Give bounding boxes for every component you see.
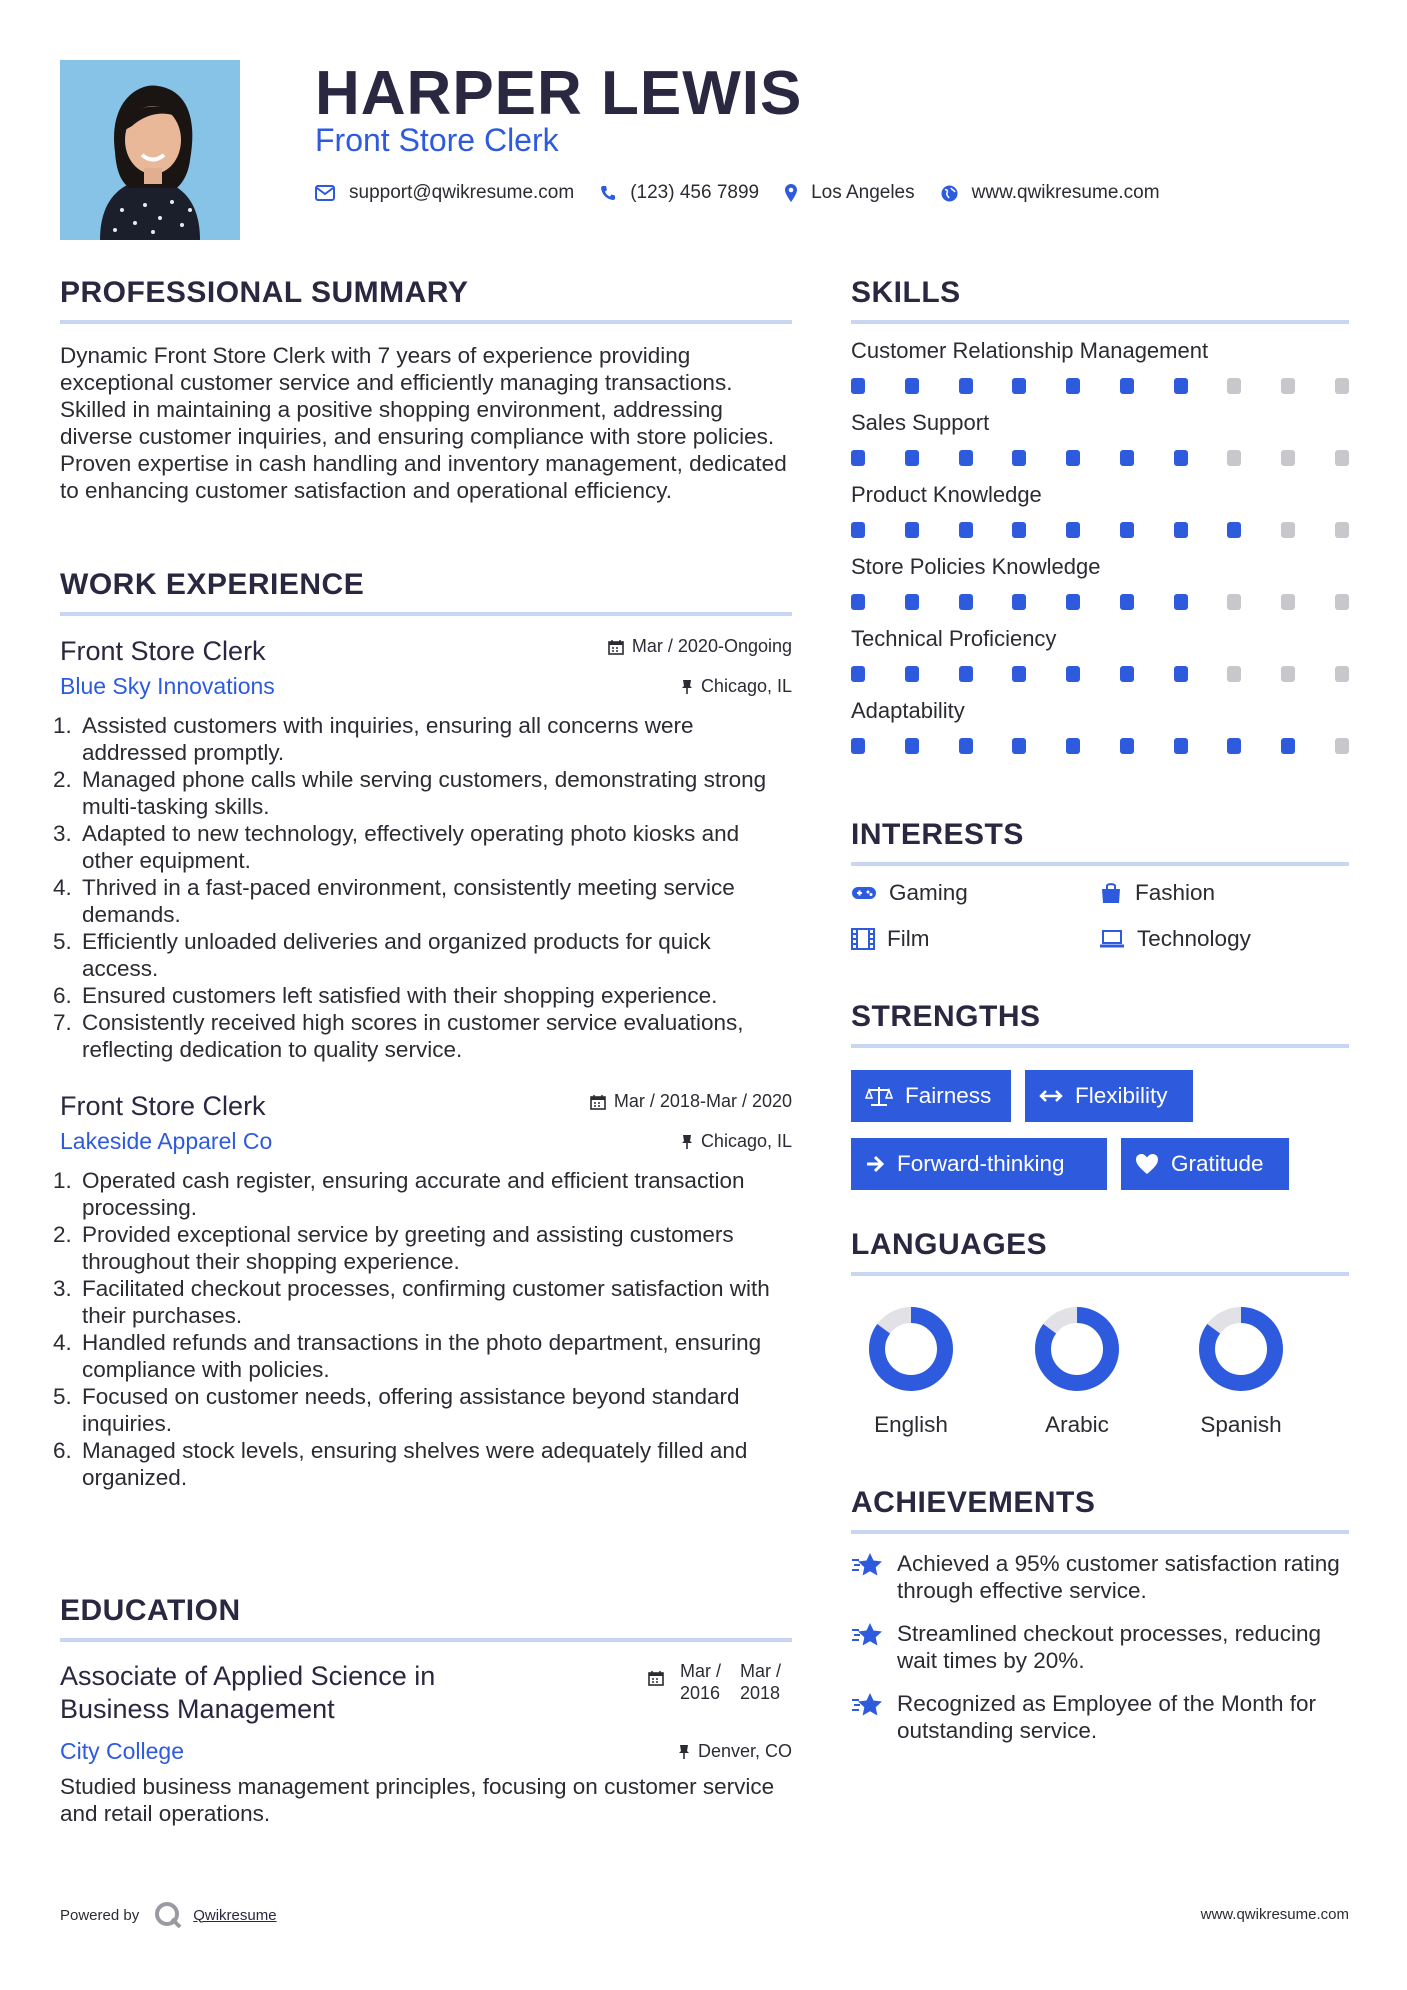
job-dates-text: Mar / 2018-Mar / 2020 — [613, 1091, 792, 1111]
job-entry — [60, 1091, 792, 1491]
website-text: www.qwikresume.com — [971, 182, 1160, 203]
email-text: support@qwikresume.com — [349, 182, 575, 203]
skill-dot-filled — [1012, 738, 1026, 754]
skill-dot-filled — [1066, 666, 1080, 682]
skill-dot-filled — [851, 450, 865, 466]
skill-dot-filled — [1012, 450, 1026, 466]
powered-by-text: Powered by — [60, 1906, 140, 1924]
job-bullet: 4. Thrived in a fast-paced environment, consistently meeting service demands. — [78, 874, 792, 928]
language-name: Spanish — [1200, 1412, 1282, 1437]
school-name: City College — [60, 1738, 184, 1764]
skill-dot-empty — [1281, 378, 1295, 394]
star-icon — [851, 1552, 883, 1578]
skill-dot-filled — [851, 378, 865, 394]
skill-dot-empty — [1335, 450, 1349, 466]
skill-dot-filled — [1174, 378, 1188, 394]
skill-dot-empty — [1335, 522, 1349, 538]
brand-link[interactable]: Qwikresume — [193, 1906, 277, 1924]
skill-dot-filled — [1174, 738, 1188, 754]
skill-item — [851, 338, 1349, 396]
skill-dot-filled — [1120, 378, 1134, 394]
skill-dot-filled — [1066, 738, 1080, 754]
experience-heading: WORK EXPERIENCE — [60, 568, 792, 616]
star-icon — [851, 1622, 883, 1648]
balance-scale-icon — [865, 1085, 893, 1107]
skill-dot-filled — [1174, 522, 1188, 538]
languages-section — [851, 1228, 1349, 1466]
job-location — [681, 1131, 792, 1152]
strength-badge — [1025, 1070, 1193, 1122]
language-item — [1017, 1306, 1137, 1438]
calendar-icon — [648, 1670, 664, 1686]
skill-dot-empty — [1335, 378, 1349, 394]
skills-section — [851, 276, 1349, 756]
skill-dot-filled — [1066, 594, 1080, 610]
skill-dot-filled — [1066, 378, 1080, 394]
language-item — [1181, 1306, 1301, 1438]
skill-dot-filled — [1066, 450, 1080, 466]
skill-dot-empty — [1281, 522, 1295, 538]
calendar-icon — [608, 639, 624, 655]
skill-item — [851, 698, 1349, 756]
skill-rating — [851, 662, 1349, 684]
job-dates — [608, 636, 792, 657]
map-marker-icon — [785, 184, 797, 202]
job-bullet: 6. Managed stock levels, ensuring shelves were adequately filled and organized. — [78, 1437, 792, 1491]
skill-dot-filled — [905, 522, 919, 538]
skill-dot-empty — [1227, 450, 1241, 466]
skill-dot-empty — [1335, 738, 1349, 754]
skill-rating — [851, 446, 1349, 468]
skill-dot-empty — [1335, 594, 1349, 610]
location-text: Los Angeles — [811, 182, 915, 203]
language-donut — [868, 1306, 954, 1392]
qwikresume-logo-icon — [153, 1900, 183, 1930]
skill-dot-empty — [1281, 450, 1295, 466]
footer-website[interactable]: www.qwikresume.com — [1200, 1906, 1349, 1923]
skill-dot-filled — [1227, 738, 1241, 754]
job-bullet: 2. Managed phone calls while serving customers, demonstrating strong multi-tasking skills. — [78, 766, 792, 820]
skill-item — [851, 482, 1349, 540]
star-icon — [851, 1692, 883, 1718]
skill-dot-filled — [905, 666, 919, 682]
strength-badge — [1121, 1138, 1289, 1190]
company-name: Blue Sky Innovations — [60, 673, 275, 699]
skill-item — [851, 626, 1349, 684]
language-item — [851, 1306, 971, 1438]
education-start: Mar / 2016 — [680, 1661, 722, 1703]
film-icon — [851, 928, 875, 950]
skill-dot-filled — [1066, 522, 1080, 538]
skill-dot-filled — [905, 738, 919, 754]
skill-dot-filled — [851, 666, 865, 682]
experience-section — [60, 568, 792, 1491]
job-bullet: 4. Handled refunds and transactions in the photo department, ensuring compliance with policies. — [78, 1329, 792, 1383]
laptop-icon — [1099, 929, 1125, 949]
skill-dot-filled — [1120, 666, 1134, 682]
candidate-title: Front Store Clerk — [315, 122, 559, 158]
education-location — [678, 1741, 792, 1762]
skill-item — [851, 410, 1349, 468]
skill-dot-filled — [1174, 594, 1188, 610]
skill-rating — [851, 518, 1349, 540]
envelope-icon — [315, 185, 335, 201]
job-bullets — [60, 712, 792, 1063]
degree-title: Associate of Applied Science in Business Management — [60, 1661, 436, 1724]
summary-text: Dynamic Front Store Clerk with 7 years of experience providing exceptional customer service and efficiently managing transactions. Skilled in maintaining a positive shopping environment, addressing diverse customer inquiries, and ensuring compliance with store policies. Proven expertise in cash handling and inventory management, dedicated to enhancing customer satisfaction and operational efficiency. — [60, 343, 787, 503]
interest-label: Technology — [1137, 926, 1251, 951]
job-title: Front Store Clerk — [60, 636, 266, 666]
phone-icon — [600, 185, 616, 201]
contact-bar — [315, 178, 1186, 208]
summary-heading: PROFESSIONAL SUMMARY — [60, 276, 792, 324]
strength-label: Gratitude — [1171, 1151, 1264, 1176]
skill-dot-filled — [905, 378, 919, 394]
strength-label: Fairness — [905, 1083, 992, 1108]
job-title: Front Store Clerk — [60, 1091, 266, 1121]
contact-email[interactable] — [315, 182, 574, 204]
job-location-text: Chicago, IL — [700, 1131, 792, 1151]
education-location-text: Denver, CO — [697, 1741, 792, 1761]
interest-fashion — [1099, 880, 1215, 906]
skill-dot-empty — [1281, 666, 1295, 682]
skill-name: Customer Relationship Management — [851, 338, 1209, 363]
job-location-text: Chicago, IL — [700, 676, 792, 696]
education-end: Mar / 2018 — [740, 1661, 782, 1703]
skill-dot-filled — [959, 666, 973, 682]
pushpin-icon — [681, 679, 693, 695]
job-bullet: 2. Provided exceptional service by greeting and assisting customers throughout their shopping experience. — [78, 1221, 792, 1275]
contact-website[interactable] — [941, 182, 1160, 204]
skills-list — [851, 338, 1349, 756]
strength-badge — [851, 1070, 1011, 1122]
job-bullet: 5. Focused on customer needs, offering assistance beyond standard inquiries. — [78, 1383, 792, 1437]
heart-icon — [1135, 1153, 1159, 1175]
skill-name: Adaptability — [851, 698, 965, 723]
company-name: Lakeside Apparel Co — [60, 1128, 273, 1154]
skill-dot-filled — [959, 450, 973, 466]
gamepad-icon — [851, 884, 877, 902]
languages-list — [851, 1306, 1349, 1466]
skill-dot-filled — [1174, 666, 1188, 682]
pushpin-icon — [678, 1744, 690, 1760]
skill-rating — [851, 590, 1349, 612]
skill-dot-filled — [851, 594, 865, 610]
calendar-icon — [590, 1094, 606, 1110]
contact-phone[interactable] — [600, 182, 759, 204]
strengths-section — [851, 1000, 1349, 1200]
arrow-right-icon — [865, 1155, 885, 1173]
skill-rating — [851, 374, 1349, 396]
skill-dot-filled — [1227, 522, 1241, 538]
job-dates-text: Mar / 2020-Ongoing — [631, 636, 792, 656]
language-donut — [1198, 1306, 1284, 1392]
education-description: Studied business management principles, focusing on customer service and retail operations. — [60, 1774, 775, 1826]
skill-dot-filled — [1012, 522, 1026, 538]
job-bullet: 3. Adapted to new technology, effectively operating photo kiosks and other equipment. — [78, 820, 792, 874]
skill-dot-empty — [1335, 666, 1349, 682]
skill-dot-filled — [1174, 450, 1188, 466]
interest-label: Gaming — [889, 880, 968, 905]
education-heading: EDUCATION — [60, 1594, 792, 1642]
globe-icon — [941, 185, 958, 202]
education-section — [60, 1594, 792, 1827]
skill-dot-filled — [905, 594, 919, 610]
job-bullet: 3. Facilitated checkout processes, confirming customer satisfaction with their purchases. — [78, 1275, 792, 1329]
job-entry — [60, 636, 792, 1063]
skill-dot-empty — [1281, 594, 1295, 610]
achievements-section — [851, 1486, 1349, 1744]
job-bullet: 6. Ensured customers left satisfied with their shopping experience. — [78, 982, 792, 1009]
skill-dot-filled — [851, 738, 865, 754]
skill-dot-filled — [959, 378, 973, 394]
job-bullet: 7. Consistently received high scores in customer service evaluations, reflecting dedication to quality service. — [78, 1009, 792, 1063]
summary-section — [60, 276, 792, 504]
skill-dot-filled — [1012, 594, 1026, 610]
achievement-item — [851, 1550, 1349, 1604]
contact-location — [785, 182, 915, 204]
language-name: English — [874, 1412, 948, 1437]
education-dates — [648, 1660, 792, 1704]
skill-dot-filled — [1120, 522, 1134, 538]
strength-label: Forward-thinking — [897, 1151, 1065, 1176]
language-name: Arabic — [1045, 1412, 1109, 1437]
skill-dot-filled — [1120, 594, 1134, 610]
job-bullets — [60, 1167, 792, 1491]
skill-dot-empty — [1227, 666, 1241, 682]
job-bullet: 1. Operated cash register, ensuring accurate and efficient transaction processing. — [78, 1167, 792, 1221]
skill-dot-filled — [851, 522, 865, 538]
achievement-item — [851, 1690, 1349, 1744]
skill-dot-filled — [959, 594, 973, 610]
skill-dot-filled — [1012, 378, 1026, 394]
job-location — [681, 676, 792, 697]
achievement-text: Achieved a 95% customer satisfaction rating through effective service. — [897, 1551, 1340, 1603]
pushpin-icon — [681, 1134, 693, 1150]
job-dates — [590, 1091, 792, 1112]
phone-text: (123) 456 7899 — [630, 182, 760, 203]
skill-dot-filled — [1281, 738, 1295, 754]
skill-dot-filled — [1012, 666, 1026, 682]
achievement-text: Streamlined checkout processes, reducing wait times by 20%. — [897, 1621, 1321, 1673]
achievement-text: Recognized as Employee of the Month for outstanding service. — [897, 1691, 1316, 1743]
achievements-heading: ACHIEVEMENTS — [851, 1486, 1349, 1534]
skill-name: Product Knowledge — [851, 482, 1042, 507]
shopping-bag-icon — [1099, 881, 1123, 905]
skill-dot-empty — [1227, 594, 1241, 610]
candidate-name: HARPER LEWIS — [315, 59, 803, 128]
skill-dot-filled — [959, 738, 973, 754]
achievement-item — [851, 1620, 1349, 1674]
skill-dot-filled — [1120, 738, 1134, 754]
interest-gaming — [851, 880, 968, 906]
footer-powered-by — [60, 1900, 277, 1930]
strengths-heading: STRENGTHS — [851, 1000, 1349, 1048]
interests-section — [851, 818, 1349, 970]
languages-heading: LANGUAGES — [851, 1228, 1349, 1276]
skill-dot-filled — [905, 450, 919, 466]
skills-heading: SKILLS — [851, 276, 1349, 324]
profile-photo — [60, 60, 240, 240]
job-bullet: 1. Assisted customers with inquiries, ensuring all concerns were addressed promptly. — [78, 712, 792, 766]
skill-dot-filled — [1120, 450, 1134, 466]
strength-label: Flexibility — [1075, 1083, 1168, 1108]
interest-technology — [1099, 926, 1251, 952]
interest-label: Fashion — [1135, 880, 1216, 905]
skill-dot-empty — [1227, 378, 1241, 394]
skill-name: Technical Proficiency — [851, 626, 1057, 651]
skill-rating — [851, 734, 1349, 756]
language-donut — [1034, 1306, 1120, 1392]
skill-name: Sales Support — [851, 410, 990, 435]
arrows-horizontal-icon — [1039, 1089, 1063, 1103]
interest-label: Film — [887, 926, 930, 951]
achievements-list — [851, 1550, 1349, 1744]
interests-heading: INTERESTS — [851, 818, 1349, 866]
interest-film — [851, 926, 929, 952]
skill-item — [851, 554, 1349, 612]
skill-dot-filled — [959, 522, 973, 538]
job-bullet: 5. Efficiently unloaded deliveries and organized products for quick access. — [78, 928, 792, 982]
strength-badge — [851, 1138, 1107, 1190]
skill-name: Store Policies Knowledge — [851, 554, 1101, 579]
